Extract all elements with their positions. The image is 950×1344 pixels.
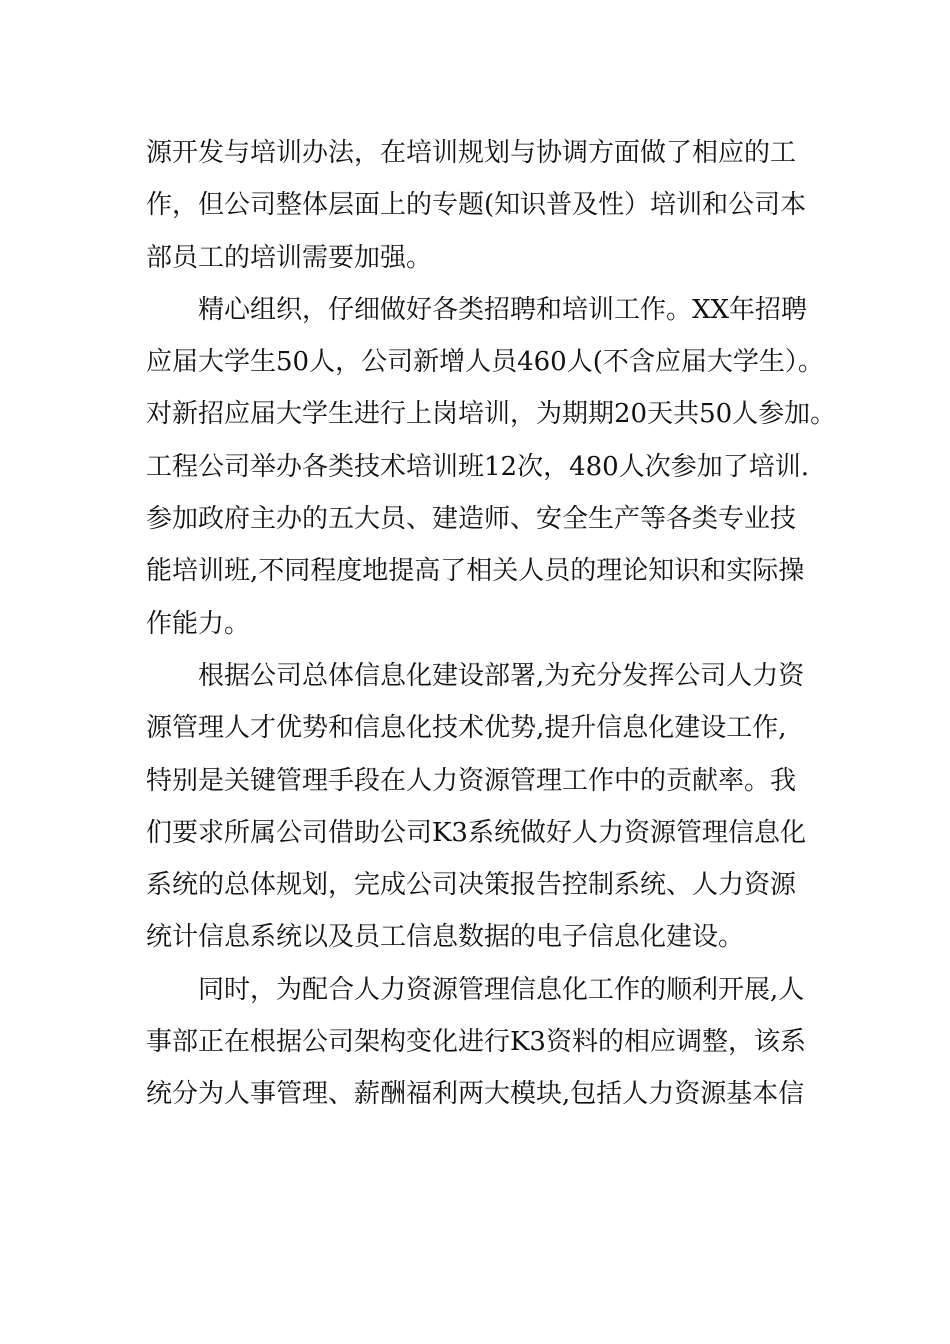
document-body <box>146 127 837 1121</box>
text-line: 们要求所属公司借助公司K3系统做好人力资源管理信息化 <box>146 817 806 848</box>
text-line: 应届大学生50人，公司新增人员460人(不含应届大学生）。 <box>146 347 824 378</box>
paragraph-first-line: 同时，为配合人力资源管理信息化工作的顺利开展,人 <box>198 974 805 1005</box>
text-line: 对新招应届大学生进行上岗培训，为期期20天共50人参加。 <box>146 399 837 430</box>
text-line: 参加政府主办的五大员、建造师、安全生产等各类专业技 <box>146 504 797 535</box>
text-line: 统计信息系统以及员工信息数据的电子信息化建设。 <box>146 922 745 953</box>
text-line: 作，但公司整体层面上的专题(知识普及性）培训和公司本 <box>146 190 807 221</box>
text-line: 特别是关键管理手段在人力资源管理工作中的贡献率。我 <box>146 765 797 796</box>
paragraph-first-line: 精心组织，仔细做好各类招聘和培训工作。XX年招聘 <box>198 294 808 325</box>
text-line: 能培训班,不同程度地提高了相关人员的理论知识和实际操 <box>146 556 805 587</box>
text-line: 统分为人事管理、薪酬福利两大模块,包括人力资源基本信 <box>146 1079 805 1110</box>
text-line: 工程公司举办各类技术培训班12次，480人次参加了培训. <box>146 451 809 482</box>
text-line: 源管理人才优势和信息化技术优势,提升信息化建设工作, <box>146 713 787 744</box>
paragraph-first-line: 根据公司总体信息化建设部署,为充分发挥公司人力资 <box>198 660 805 691</box>
text-line: 作能力。 <box>146 608 251 639</box>
text-line: 系统的总体规划，完成公司决策报告控制系统、人力资源 <box>146 870 797 901</box>
text-line: 源开发与培训办法，在培训规划与协调方面做了相应的工 <box>146 138 797 168</box>
text-line: 事部正在根据公司架构变化进行K3资料的相应调整，该系 <box>146 1027 806 1058</box>
text-line: 部员工的培训需要加强。 <box>146 242 433 273</box>
